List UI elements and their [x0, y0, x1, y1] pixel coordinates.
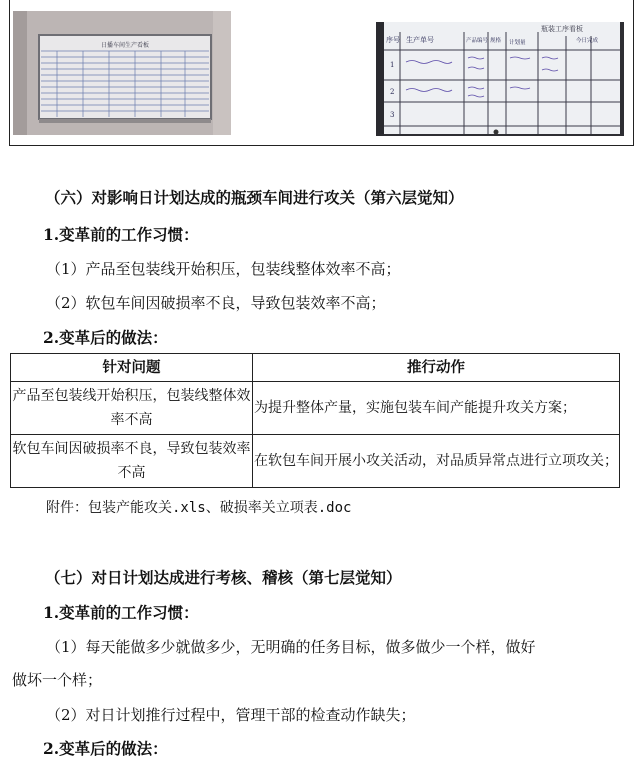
section7-before-item-1: （1）每天能做多少就做多少，无明确的任务目标，做多做少一个样，做好 [46, 638, 536, 656]
section7-after-title: 2.变革后的做法： [43, 739, 168, 758]
left-board-title: 日播车间生产看板 [100, 42, 150, 49]
section7-heading: （七）对日计划达成进行考核、稽核（第七层觉知） [45, 568, 402, 587]
right-row-2: 2 [390, 88, 395, 96]
right-row-1: 1 [390, 61, 395, 69]
section6-before-item-1: （1）产品至包装线开始积压，包装线整体效率不高； [46, 260, 401, 278]
table-cell-problem: 软包车间因破损率不良，导致包装效率不高 [11, 435, 253, 488]
right-header-5: 计划量 [509, 40, 526, 46]
right-header-2: 生产单号 [406, 36, 434, 44]
attachment-note: 附件：包装产能攻关.xls、破损率关立项表.doc [46, 500, 352, 516]
table-cell-action: 为提升整体产量，实施包装车间产能提升攻关方案； [253, 382, 620, 435]
right-header-4: 规格 [490, 38, 502, 44]
column-header-action: 推行动作 [253, 354, 620, 382]
action-table [10, 353, 620, 488]
right-header-1: 序号 [386, 36, 400, 44]
table-cell-action: 在软包车间开展小攻关活动，对品质异常点进行立项攻关； [253, 435, 620, 488]
table-row [11, 382, 620, 435]
right-board-title: 瓶装工序看板 [541, 25, 583, 33]
right-header-3: 产品编号 [466, 38, 489, 44]
section6-before-item-2: （2）软包车间因破损率不良，导致包装效率不高； [46, 294, 386, 312]
photo-frame [9, 0, 634, 146]
whiteboard-image-right [376, 22, 624, 136]
section6-heading: （六）对影响日计划达成的瓶颈车间进行攻关（第六层觉知） [45, 188, 464, 207]
right-row-3: 3 [390, 111, 395, 119]
table-row [11, 435, 620, 488]
table-cell-problem: 产品至包装线开始积压，包装线整体效率不高 [11, 382, 253, 435]
production-board-photo-right [376, 22, 624, 136]
column-header-problem: 针对问题 [11, 354, 253, 382]
section6-before-title: 1.变革前的工作习惯： [43, 225, 199, 244]
table-header-row [11, 354, 620, 382]
section7-before-title: 1.变革前的工作习惯： [43, 603, 199, 622]
section7-before-item-2: （2）对日计划推行过程中，管理干部的检查动作缺失； [46, 706, 416, 724]
right-header-6: 今日完成 [576, 38, 599, 44]
section6-after-title: 2.变革后的做法： [43, 328, 168, 347]
production-board-photo-left [13, 11, 231, 135]
section7-before-item-1-cont: 做坏一个样； [12, 671, 103, 689]
whiteboard-image-left [13, 11, 231, 135]
